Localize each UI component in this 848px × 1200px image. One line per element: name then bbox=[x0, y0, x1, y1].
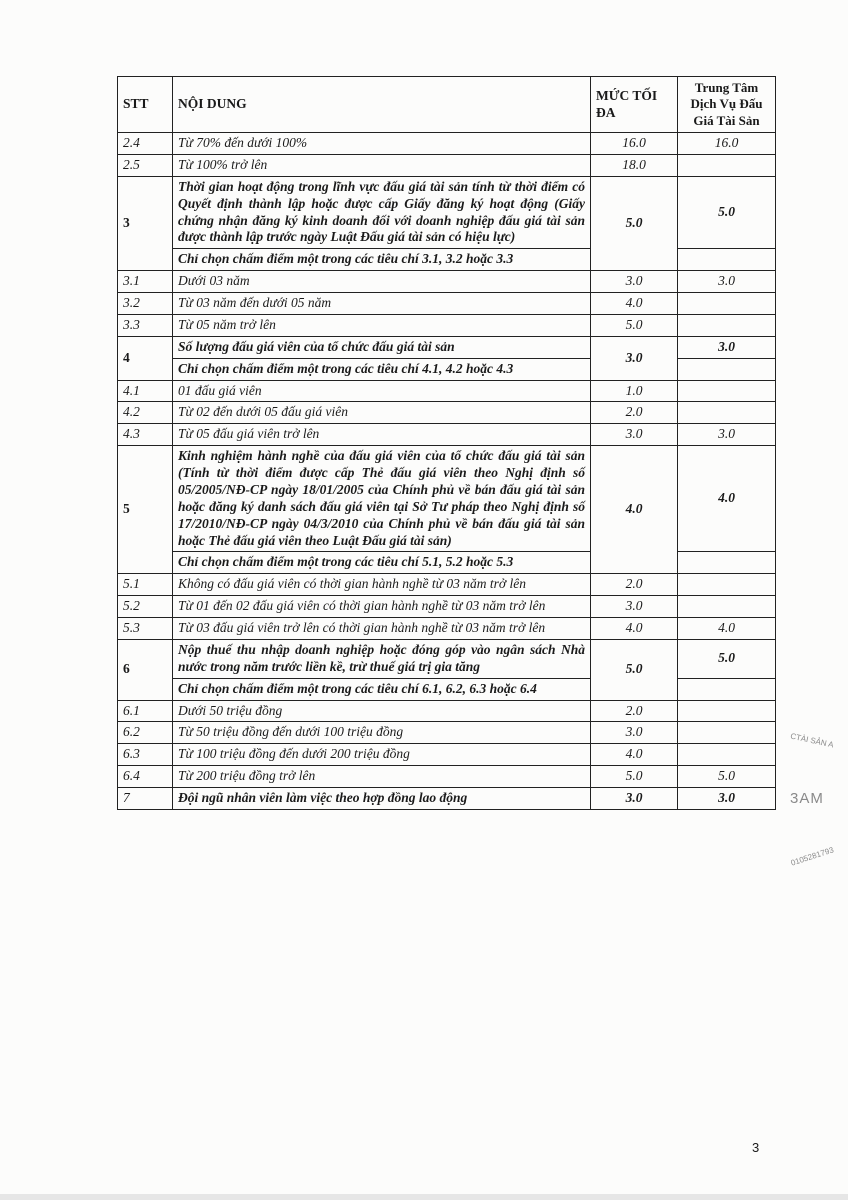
row-content: Từ 03 năm đến dưới 05 năm bbox=[173, 293, 591, 315]
row-stt: 3 bbox=[118, 176, 173, 270]
row-org-score bbox=[678, 596, 776, 618]
row-stt: 5.1 bbox=[118, 574, 173, 596]
row-max: 3.0 bbox=[591, 336, 678, 380]
row-content: Từ 05 năm trở lên bbox=[173, 314, 591, 336]
row-content: 01 đấu giá viên bbox=[173, 380, 591, 402]
row-stt: 4.2 bbox=[118, 402, 173, 424]
row-content: Không có đấu giá viên có thời gian hành nghề từ 03 năm trở lên bbox=[173, 574, 591, 596]
row-org-score-empty bbox=[678, 249, 776, 271]
table-row bbox=[118, 722, 776, 744]
header-row bbox=[118, 77, 776, 133]
table-row bbox=[118, 596, 776, 618]
row-note: Chỉ chọn chấm điểm một trong các tiêu chí 5.1, 5.2 hoặc 5.3 bbox=[173, 552, 591, 574]
table-row-group-header bbox=[118, 176, 776, 249]
row-max: 3.0 bbox=[591, 424, 678, 446]
row-stt: 6 bbox=[118, 639, 173, 700]
row-max: 4.0 bbox=[591, 744, 678, 766]
row-stt: 7 bbox=[118, 788, 173, 810]
header-organization: Trung Tâm Dịch Vụ Đấu Giá Tài Sản bbox=[678, 77, 776, 133]
row-max: 5.0 bbox=[591, 639, 678, 700]
row-max: 4.0 bbox=[591, 446, 678, 574]
row-content: Từ 01 đến 02 đấu giá viên có thời gian hành nghề từ 03 năm trở lên bbox=[173, 596, 591, 618]
table-row bbox=[118, 380, 776, 402]
row-max: 3.0 bbox=[591, 788, 678, 810]
row-org-score bbox=[678, 744, 776, 766]
row-stt: 4.1 bbox=[118, 380, 173, 402]
row-max: 18.0 bbox=[591, 154, 678, 176]
row-content: Từ 05 đấu giá viên trở lên bbox=[173, 424, 591, 446]
row-org-score bbox=[678, 574, 776, 596]
row-stt: 6.1 bbox=[118, 700, 173, 722]
row-content: Từ 70% đến dưới 100% bbox=[173, 133, 591, 155]
row-org-score bbox=[678, 722, 776, 744]
row-stt: 4 bbox=[118, 336, 173, 380]
row-org-score bbox=[678, 314, 776, 336]
row-org-score-empty bbox=[678, 678, 776, 700]
row-stt: 2.5 bbox=[118, 154, 173, 176]
row-content: Đội ngũ nhân viên làm việc theo hợp đồng lao động bbox=[173, 788, 591, 810]
row-stt: 3.1 bbox=[118, 271, 173, 293]
table-row-group-header bbox=[118, 446, 776, 552]
row-stt: 5.3 bbox=[118, 618, 173, 640]
row-org-score bbox=[678, 402, 776, 424]
row-content: Kinh nghiệm hành nghề của đấu giá viên của tổ chức đấu giá tài sản (Tính từ thời điểm được cấp Thẻ đấu giá viên theo Nghị định số 05/2005/NĐ-CP ngày 18/01/2005 của Chính phủ về bán đấu giá tài sản hoặc đăng ký danh sách đấu giá viên tại Sở Tư pháp theo Nghị định số 17/2010/NĐ-CP ngày 04/3/2010 của Chính phủ về bán đấu giá tài sản hoặc Thẻ đấu giá viên theo Luật Đấu giá tài sản) bbox=[173, 446, 591, 552]
row-content: Dưới 03 năm bbox=[173, 271, 591, 293]
row-stt: 3.2 bbox=[118, 293, 173, 315]
row-stt: 2.4 bbox=[118, 133, 173, 155]
table-row bbox=[118, 424, 776, 446]
table-row-group-header bbox=[118, 336, 776, 358]
row-content: Từ 02 đến dưới 05 đấu giá viên bbox=[173, 402, 591, 424]
page-number: 3 bbox=[752, 1140, 760, 1155]
page-bottom-edge bbox=[0, 1194, 848, 1200]
table-row bbox=[118, 154, 776, 176]
row-org-score: 3.0 bbox=[678, 424, 776, 446]
row-content: Nộp thuế thu nhập doanh nghiệp hoặc đóng góp vào ngân sách Nhà nước trong năm trước liền kề, trừ thuế giá trị gia tăng bbox=[173, 639, 591, 678]
row-max: 4.0 bbox=[591, 618, 678, 640]
table-row bbox=[118, 133, 776, 155]
header-content: NỘI DUNG bbox=[173, 77, 591, 133]
row-org-score bbox=[678, 154, 776, 176]
row-content: Từ 200 triệu đồng trở lên bbox=[173, 766, 591, 788]
row-max: 16.0 bbox=[591, 133, 678, 155]
row-stt: 6.3 bbox=[118, 744, 173, 766]
row-org-score: 5.0 bbox=[678, 176, 776, 249]
table-row-group-header bbox=[118, 639, 776, 678]
row-content: Từ 03 đấu giá viên trở lên có thời gian hành nghề từ 03 năm trở lên bbox=[173, 618, 591, 640]
stamp-bottom-text: 0105281793 bbox=[789, 845, 835, 868]
table-row-note bbox=[118, 678, 776, 700]
row-org-score: 16.0 bbox=[678, 133, 776, 155]
table-row bbox=[118, 574, 776, 596]
row-content: Dưới 50 triệu đồng bbox=[173, 700, 591, 722]
row-org-score: 3.0 bbox=[678, 271, 776, 293]
row-max: 5.0 bbox=[591, 176, 678, 270]
row-org-score-empty bbox=[678, 358, 776, 380]
row-org-score-empty bbox=[678, 552, 776, 574]
row-org-score: 4.0 bbox=[678, 618, 776, 640]
header-max-score: MỨC TỐI ĐA bbox=[591, 77, 678, 133]
row-org-score: 3.0 bbox=[678, 788, 776, 810]
row-content: Thời gian hoạt động trong lĩnh vực đấu giá tài sản tính từ thời điểm có Quyết định thành lập hoặc được cấp Giấy đăng ký hoạt động (Giấy chứng nhận đăng ký kinh doanh đối với doanh nghiệp đấu giá tài sản được thành lập trước ngày Luật Đấu giá tài sản có hiệu lực) bbox=[173, 176, 591, 249]
table-row bbox=[118, 293, 776, 315]
row-stt: 4.3 bbox=[118, 424, 173, 446]
row-stt: 6.2 bbox=[118, 722, 173, 744]
row-org-score bbox=[678, 380, 776, 402]
seal-stamp bbox=[780, 720, 848, 880]
header-stt: STT bbox=[118, 77, 173, 133]
table-row bbox=[118, 766, 776, 788]
table-row bbox=[118, 271, 776, 293]
row-content: Từ 50 triệu đồng đến dưới 100 triệu đồng bbox=[173, 722, 591, 744]
table-row-note bbox=[118, 552, 776, 574]
row-org-score bbox=[678, 700, 776, 722]
row-max: 2.0 bbox=[591, 574, 678, 596]
table-row bbox=[118, 618, 776, 640]
row-max: 2.0 bbox=[591, 700, 678, 722]
table-row-note bbox=[118, 358, 776, 380]
row-note: Chỉ chọn chấm điểm một trong các tiêu chí 3.1, 3.2 hoặc 3.3 bbox=[173, 249, 591, 271]
table-row bbox=[118, 788, 776, 810]
row-note: Chỉ chọn chấm điểm một trong các tiêu chí 6.1, 6.2, 6.3 hoặc 6.4 bbox=[173, 678, 591, 700]
row-max: 5.0 bbox=[591, 314, 678, 336]
row-stt: 3.3 bbox=[118, 314, 173, 336]
row-org-score: 5.0 bbox=[678, 639, 776, 678]
row-content: Từ 100 triệu đồng đến dưới 200 triệu đồng bbox=[173, 744, 591, 766]
row-max: 3.0 bbox=[591, 722, 678, 744]
row-max: 3.0 bbox=[591, 271, 678, 293]
row-content: Số lượng đấu giá viên của tổ chức đấu giá tài sản bbox=[173, 336, 591, 358]
row-stt: 5 bbox=[118, 446, 173, 574]
row-org-score: 4.0 bbox=[678, 446, 776, 552]
table-row bbox=[118, 402, 776, 424]
table-row bbox=[118, 700, 776, 722]
row-org-score bbox=[678, 293, 776, 315]
row-max: 2.0 bbox=[591, 402, 678, 424]
scoring-table bbox=[117, 76, 776, 810]
row-max: 3.0 bbox=[591, 596, 678, 618]
row-stt: 5.2 bbox=[118, 596, 173, 618]
row-max: 4.0 bbox=[591, 293, 678, 315]
row-note: Chỉ chọn chấm điểm một trong các tiêu chí 4.1, 4.2 hoặc 4.3 bbox=[173, 358, 591, 380]
table-row-note bbox=[118, 249, 776, 271]
row-stt: 6.4 bbox=[118, 766, 173, 788]
stamp-middle-text: 3AM bbox=[790, 790, 824, 807]
row-max: 1.0 bbox=[591, 380, 678, 402]
stamp-top-text: CTÀI SẢN A bbox=[789, 731, 835, 750]
row-max: 5.0 bbox=[591, 766, 678, 788]
table-row bbox=[118, 744, 776, 766]
row-org-score: 5.0 bbox=[678, 766, 776, 788]
row-content: Từ 100% trở lên bbox=[173, 154, 591, 176]
row-org-score: 3.0 bbox=[678, 336, 776, 358]
table-row bbox=[118, 314, 776, 336]
